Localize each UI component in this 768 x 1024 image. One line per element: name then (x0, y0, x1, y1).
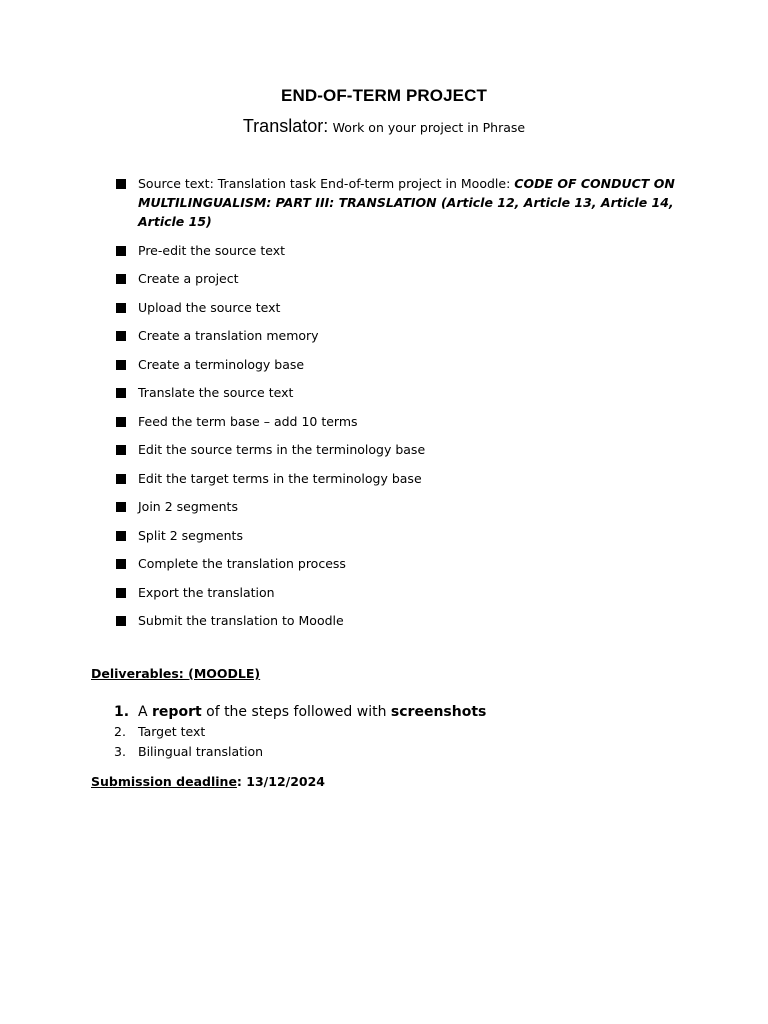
deadline-colon: : (236, 774, 247, 789)
deadline-date: 13/12/2024 (246, 774, 325, 789)
task-item (116, 554, 686, 573)
task-label: Join 2 segments (138, 499, 238, 514)
task-label: Submit the translation to Moodle (138, 613, 344, 628)
list-number: 1. (114, 704, 130, 720)
task-item (116, 355, 686, 374)
task-label: Feed the term base – add 10 terms (138, 413, 358, 429)
square-bullet-icon (116, 417, 126, 427)
deliverable-screenshots: screenshots (390, 704, 487, 720)
page-title: END-OF-TERM PROJECT (281, 86, 487, 105)
task-item (116, 383, 686, 402)
task-item (116, 326, 686, 345)
task-item (116, 526, 686, 545)
task-item (116, 440, 686, 459)
square-bullet-icon (116, 474, 126, 484)
deadline-label: Submission deadline (91, 774, 237, 789)
task-source-prefix: Source text: Translation task End-of-term project in Moodle: (138, 176, 515, 191)
task-label: Create a project (138, 271, 239, 286)
subtitle-text: Work on your project in Phrase (332, 120, 526, 135)
task-label: Pre-edit the source text (138, 242, 285, 258)
square-bullet-icon (116, 274, 126, 284)
square-bullet-icon (116, 531, 126, 541)
deliverables-list (110, 702, 486, 762)
page-subtitle (0, 116, 768, 137)
deliverable-text: A (138, 704, 153, 720)
square-bullet-icon (116, 445, 126, 455)
square-bullet-icon (116, 616, 126, 626)
list-number: 2. (114, 724, 126, 739)
task-item (116, 583, 686, 602)
square-bullet-icon (116, 559, 126, 569)
task-list (116, 174, 686, 640)
task-source-title: CODE OF CONDUCT ON MULTILINGUALISM: PART III: TRANSLATION (Article 12, Article 13, Article 14, Article 15) (138, 176, 675, 229)
submission-deadline (91, 774, 325, 789)
square-bullet-icon (116, 179, 126, 189)
task-item-source-text (116, 174, 686, 231)
square-bullet-icon (116, 588, 126, 598)
list-number: 3. (114, 744, 126, 759)
task-item (116, 611, 686, 630)
square-bullet-icon (116, 246, 126, 256)
task-label: Create a terminology base (138, 356, 305, 372)
task-label: Export the translation (138, 584, 275, 600)
square-bullet-icon (116, 502, 126, 512)
task-item (116, 269, 686, 288)
task-label: Translate the source text (138, 385, 294, 400)
deliverable-text: of the steps followed with (201, 704, 391, 720)
deliverables-heading: Deliverables: (MOODLE) (91, 666, 261, 681)
square-bullet-icon (116, 331, 126, 341)
task-label: Complete the translation process (138, 556, 346, 571)
square-bullet-icon (116, 360, 126, 370)
task-item (116, 298, 686, 317)
subtitle-lead: Translator: (242, 116, 329, 136)
task-item (116, 241, 686, 260)
task-item (116, 497, 686, 516)
deliverable-report: report (152, 704, 202, 720)
task-item (116, 469, 686, 488)
task-label: Create a translation memory (138, 328, 319, 343)
deliverable-item (110, 722, 486, 742)
deliverable-item (110, 702, 486, 722)
task-label: Edit the target terms in the terminology base (138, 470, 422, 486)
deliverable-item (110, 742, 486, 762)
task-item (116, 412, 686, 431)
task-label: Split 2 segments (138, 527, 243, 543)
task-label: Edit the source terms in the terminology base (138, 442, 426, 457)
deliverable-text: Bilingual translation (138, 744, 264, 759)
square-bullet-icon (116, 303, 126, 313)
deliverable-text: Target text (138, 724, 206, 739)
square-bullet-icon (116, 388, 126, 398)
task-label: Upload the source text (138, 299, 281, 315)
